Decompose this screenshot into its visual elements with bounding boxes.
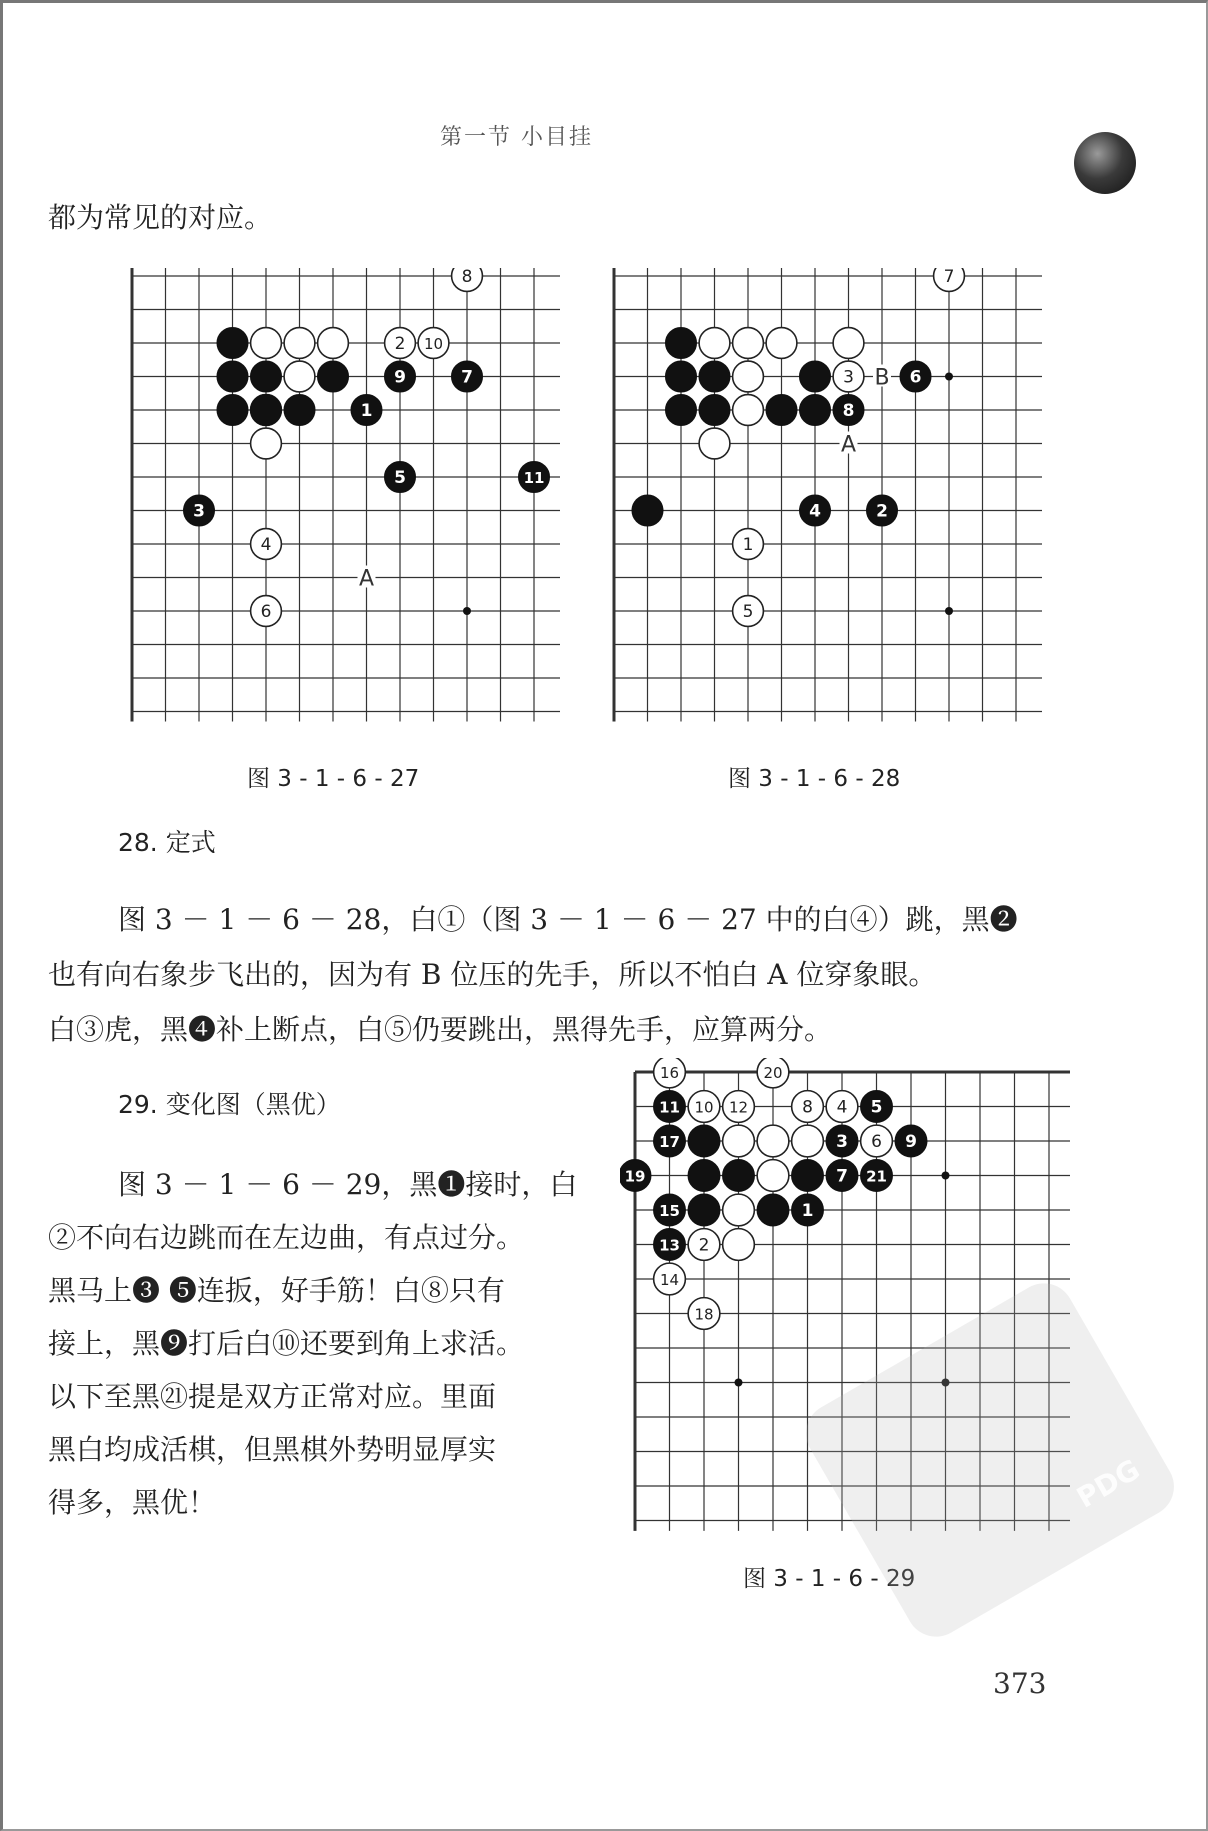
white-stone-number: 4 xyxy=(260,535,272,555)
black-stone-number: 9 xyxy=(394,367,406,388)
white-stone-number: 8 xyxy=(461,268,473,287)
black-stone-number: 1 xyxy=(360,401,373,421)
black-stone xyxy=(699,395,730,426)
black-stone xyxy=(723,1160,755,1192)
white-stone-number: 14 xyxy=(659,1271,680,1289)
black-stone-number: 17 xyxy=(659,1133,680,1151)
black-stone-number: 1 xyxy=(801,1201,814,1221)
white-stone xyxy=(792,1125,824,1157)
white-stone-number: 6 xyxy=(260,602,272,622)
black-stone-number: 2 xyxy=(876,501,888,522)
section-28-heading: 28. 定式 xyxy=(118,828,216,857)
white-stone-number: 12 xyxy=(728,1098,749,1117)
white-stone-number: 10 xyxy=(694,1098,714,1117)
section-29-line-7: 得多，黑优！ xyxy=(48,1486,217,1519)
black-stone xyxy=(217,328,248,359)
white-stone-number: 2 xyxy=(698,1235,710,1256)
white-stone-number: 6 xyxy=(871,1132,882,1152)
white-stone xyxy=(833,328,864,359)
white-stone-number: 7 xyxy=(943,268,955,287)
point-label: B xyxy=(874,365,890,391)
star-point xyxy=(735,1379,743,1387)
black-stone xyxy=(688,1194,720,1226)
white-stone xyxy=(757,1160,789,1192)
point-label: A xyxy=(840,432,857,458)
black-stone xyxy=(251,361,282,392)
white-stone xyxy=(723,1194,755,1226)
caption-fig29: 图 3 - 1 - 6 - 29 xyxy=(743,1566,916,1592)
white-stone xyxy=(733,395,764,426)
white-stone-number: 5 xyxy=(742,602,754,622)
watermark-text: PDG xyxy=(1071,1452,1146,1515)
white-stone xyxy=(251,428,282,459)
point-label: A xyxy=(358,566,375,592)
caption-fig27: 图 3 - 1 - 6 - 27 xyxy=(247,766,420,792)
black-stone-number: 3 xyxy=(193,501,205,522)
black-stone xyxy=(318,361,349,392)
white-stone-number: 10 xyxy=(423,335,444,353)
section-29-line-3: 黑马上❸ ❺连扳，好手筋！白⑧只有 xyxy=(48,1274,505,1307)
white-stone xyxy=(733,361,764,392)
section-29-line-1: 图 3 － 1 － 6 － 29，黑❶接时，白 xyxy=(118,1168,578,1201)
black-stone xyxy=(632,495,663,526)
black-stone-number: 13 xyxy=(659,1236,680,1255)
white-stone-number: 18 xyxy=(694,1305,714,1324)
black-stone-number: 11 xyxy=(523,469,545,487)
black-stone xyxy=(666,328,697,359)
black-stone-number: 21 xyxy=(866,1167,887,1186)
black-stone-number: 6 xyxy=(909,367,922,388)
section-28-line-1: 图 3 － 1 － 6 － 28，白①（图 3 － 1 － 6 － 27 中的白④）跳，黑❷ xyxy=(118,903,1018,936)
section-28-line-3: 白③虎，黑❹补上断点，白⑤仍要跳出，黑得先手，应算两分。 xyxy=(48,1013,833,1046)
white-stone-number: 20 xyxy=(763,1064,783,1082)
black-stone-number: 15 xyxy=(659,1202,680,1220)
section-29-line-4: 接上，黑❾打后白⑩还要到角上求活。 xyxy=(48,1327,525,1360)
black-stone-number: 7 xyxy=(836,1166,848,1187)
black-stone xyxy=(699,361,730,392)
white-stone-number: 1 xyxy=(742,535,754,555)
black-stone xyxy=(217,361,248,392)
black-stone xyxy=(766,395,797,426)
go-board-fig28 xyxy=(612,268,1042,730)
white-stone-number: 8 xyxy=(802,1097,813,1118)
black-stone xyxy=(800,395,831,426)
black-stone-number: 4 xyxy=(809,501,821,522)
black-stone xyxy=(688,1160,720,1192)
white-stone xyxy=(699,328,730,359)
white-stone xyxy=(723,1125,755,1157)
star-point xyxy=(942,1172,950,1180)
white-stone-number: 4 xyxy=(836,1097,848,1118)
go-board-fig27 xyxy=(130,268,560,730)
star-point xyxy=(463,607,471,615)
white-stone-number: 3 xyxy=(843,367,854,388)
caption-fig28: 图 3 - 1 - 6 - 28 xyxy=(728,766,901,792)
running-header: 第一节 小目挂 xyxy=(440,125,593,150)
star-point xyxy=(945,607,953,615)
go-stone-ornament-icon xyxy=(1074,132,1136,194)
section-29-line-5: 以下至黑㉑提是双方正常对应。里面 xyxy=(48,1380,497,1413)
black-stone xyxy=(792,1160,824,1192)
black-stone xyxy=(688,1125,720,1157)
black-stone xyxy=(251,395,282,426)
section-29-line-6: 黑白均成活棋，但黑棋外势明显厚实 xyxy=(48,1433,497,1466)
black-stone xyxy=(666,361,697,392)
white-stone xyxy=(318,328,349,359)
black-stone xyxy=(800,361,831,392)
intro-text: 都为常见的对应。 xyxy=(48,201,273,234)
white-stone xyxy=(723,1229,755,1261)
section-29-line-2: ②不向右边跳而在左边曲，有点过分。 xyxy=(48,1221,525,1254)
black-stone-number: 7 xyxy=(461,367,473,388)
black-stone-number: 11 xyxy=(659,1098,680,1117)
black-stone-number: 8 xyxy=(842,401,855,421)
black-stone xyxy=(217,395,248,426)
black-stone-number: 5 xyxy=(870,1097,883,1118)
white-stone xyxy=(757,1125,789,1157)
white-stone xyxy=(733,328,764,359)
section-29-heading: 29. 变化图（黑优） xyxy=(118,1090,341,1119)
white-stone xyxy=(766,328,797,359)
black-stone xyxy=(284,395,315,426)
page-number: 373 xyxy=(993,1667,1047,1700)
white-stone xyxy=(284,328,315,359)
section-28-line-2: 也有向右象步飞出的，因为有 B 位压的先手，所以不怕白 A 位穿象眼。 xyxy=(48,958,937,991)
black-stone-number: 3 xyxy=(836,1132,848,1152)
white-stone xyxy=(699,428,730,459)
white-stone-number: 2 xyxy=(394,334,406,354)
white-stone xyxy=(284,361,315,392)
black-stone-number: 9 xyxy=(905,1132,917,1152)
black-stone-number: 5 xyxy=(394,468,406,488)
star-point xyxy=(945,373,953,381)
black-stone-number: 19 xyxy=(624,1167,646,1186)
black-stone xyxy=(666,395,697,426)
black-stone xyxy=(757,1194,789,1226)
white-stone xyxy=(251,328,282,359)
white-stone-number: 16 xyxy=(659,1064,680,1082)
